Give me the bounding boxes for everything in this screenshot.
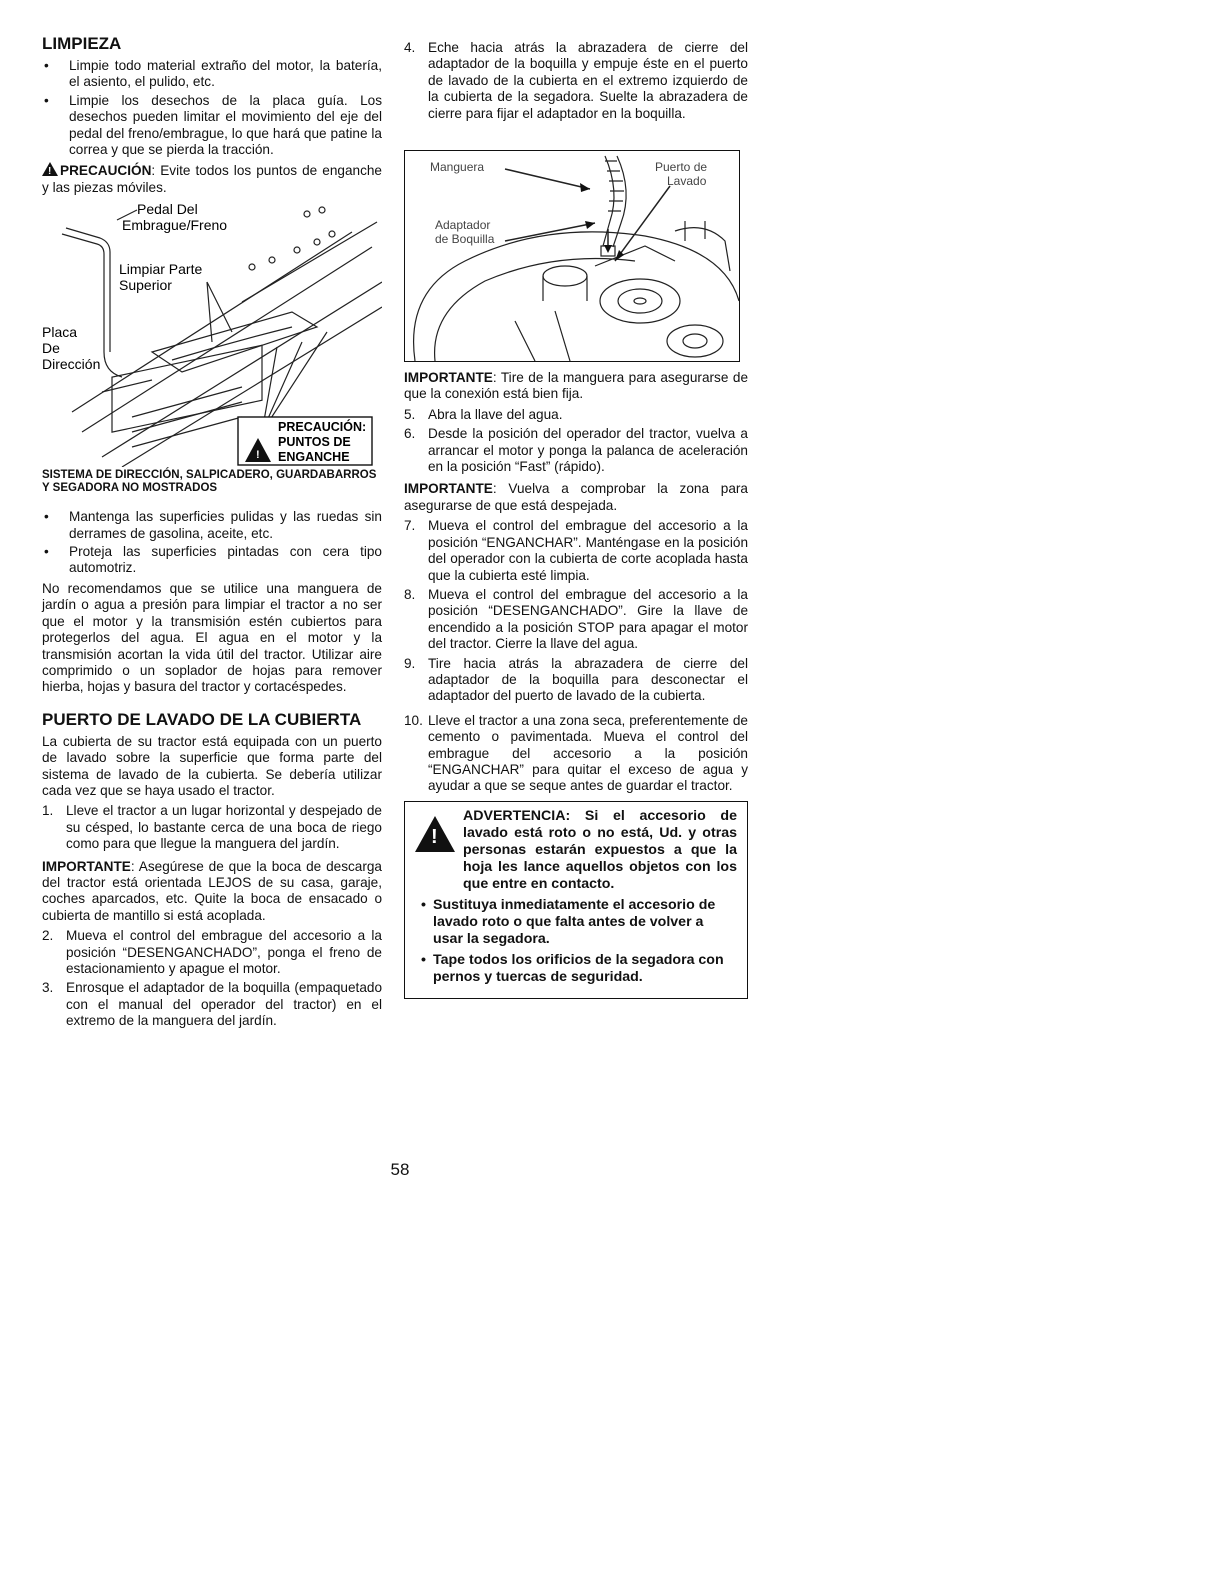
list-item: 7. Mueva el control del embrague del accesorio a la posición “ENGANCHAR”. Manténgase en la posición del operador con la cubierta de corte acoplada hasta que la cubierta esté limpia. <box>404 518 748 583</box>
svg-text:!: ! <box>256 449 260 462</box>
puerto-steps-b <box>42 928 382 1029</box>
pedal-label-1: Pedal Del <box>137 202 198 218</box>
important-text: : Asegúrese de que la boca de descarga del tractor está orientada LEJOS de su casa, garaje, coches aparcados, etc. Quite la boca de ensacado o cubierta de mantillo si está acoplada. <box>42 858 382 923</box>
adaptador-label-1: Adaptador <box>435 218 491 233</box>
steps-5-6 <box>404 407 748 476</box>
step-text: Eche hacia atrás la abrazadera de cierre del adaptador de la boquilla y empuje éste en el puerto de lavado de la cubierta en el extremo izquierdo de la cubierta de la segadora. Suelte la abrazadera de cierre para fijar el adaptador en la boquilla. <box>428 40 748 121</box>
step-text: Abra la llave del agua. <box>428 406 563 422</box>
list-item: 4. Eche hacia atrás la abrazadera de cierre del adaptador de la boquilla y empuje éste en el puerto de lavado de la cubierta en el extremo izquierdo de la cubierta de la segadora. Suelte la abrazadera de cierre para fijar el adaptador en la boquilla. <box>404 40 748 121</box>
advertencia-text: ADVERTENCIA: Si el accesorio de lavado está roto o no está, Ud. y otras personas estarán expuestos a que la hoja les lance aquellos objetos con los que entre en contacto. <box>463 807 737 892</box>
list-item: • Limpie los desechos de la placa guía. Los desechos pueden limitar el movimiento del eje del pedal del freno/embrague, lo que hará que patine la correa y que se pierda la tracción. <box>42 93 382 159</box>
important-label: IMPORTANTE <box>404 481 493 497</box>
list-item: • Sustituya inmediatamente el accesorio de lavado roto o que falta antes de volver a usar la segadora. <box>415 897 737 948</box>
puerto-intro: La cubierta de su tractor está equipada con un puerto de lavado sobre la superficie que forma parte del sistema de lavado de la cubierta. Se debería utilizar cada vez que se haya usado el tractor. <box>42 733 382 798</box>
left-column <box>42 34 382 1036</box>
step-text: Lleve el tractor a una zona seca, preferentemente de cemento o pavimentada. Mueva el control del embrague del accesorio a la posición “ENGANCHAR” para quitar el exceso de agua y ayudar a que se seque antes de guardar el tractor. <box>428 712 748 794</box>
list-item: • Limpie todo material extraño del motor, la batería, el asiento, el pulido, etc. <box>42 58 382 91</box>
advertencia-head <box>415 808 737 893</box>
limpieza-bullets <box>42 58 382 158</box>
steering-plate-figure <box>42 202 382 467</box>
important-text: : Tire de la manguera para asegurarse de que la conexión está bien fija. <box>404 370 748 402</box>
figure-caption: SISTEMA DE DIRECCIÓN, SALPICADERO, GUARDABARROS Y SEGADORA NO MOSTRADOS <box>42 469 377 495</box>
steps-7-10 <box>404 518 748 795</box>
advertencia-box <box>404 801 748 999</box>
list-item: 9. Tire hacia atrás la abrazadera de cierre del adaptador de la boquilla para desconectar el adaptador del puerto de lavado de la cubierta. <box>404 655 748 704</box>
advertencia-bullets <box>415 897 737 986</box>
step-text: Mueva el control del embrague del accesorio a la posición “DESENGANCHADO”, ponga el freno de estacionamiento y apague el motor. <box>66 928 382 976</box>
list-item: 2. Mueva el control del embrague del accesorio a la posición “DESENGANCHADO”, ponga el freno de estacionamiento y apague el motor. <box>42 928 382 976</box>
important-2 <box>404 370 748 403</box>
puerto-label-1: Puerto de <box>655 160 708 175</box>
step-text: Mueva el control del embrague del accesorio a la posición “ENGANCHAR”. Manténgase en la posición del operador con la cubierta de corte acoplada hasta que la cubierta esté limpia. <box>428 518 748 583</box>
caution-box-line-3: ENGANCHE <box>278 450 350 465</box>
step-text: Lleve el tractor a un lugar horizontal y despejado de su césped, lo bastante cerca de una boca de riego como para que llegue la manguera del jardín. <box>66 803 382 852</box>
placa-label-3: Dirección <box>42 356 101 373</box>
caution-box-line-2: PUNTOS DE <box>278 435 351 450</box>
puerto-steps-a <box>42 803 382 852</box>
adaptador-label-2: de Boquilla <box>435 232 495 247</box>
list-item: 3. Enrosque el adaptador de la boquilla (empaquetado con el manual del operador del tractor) en el extremo de la manguera del jardín. <box>42 980 382 1029</box>
right-column <box>404 40 748 999</box>
step-text: Enrosque el adaptador de la boquilla (empaquetado con el manual del operador del tractor) en el extremo de la manguera del jardín. <box>66 980 382 1029</box>
placa-label-2: De <box>42 340 60 357</box>
list-item: • Proteja las superficies pintadas con cera tipo automotriz. <box>42 544 382 577</box>
page-number: 58 <box>390 1160 410 1179</box>
maintain-bullets <box>42 509 382 577</box>
section-title-limpieza: LIMPIEZA <box>42 34 122 53</box>
placa-label-1: Placa <box>42 324 78 341</box>
important-1 <box>42 859 382 925</box>
wash-port-illustration <box>405 151 739 361</box>
caution-box-line-1: PRECAUCIÓN: <box>278 420 367 435</box>
important-label: IMPORTANTE <box>404 370 493 386</box>
wash-port-figure <box>404 150 740 362</box>
caution-paragraph <box>42 162 382 196</box>
important-label: IMPORTANTE <box>42 858 131 874</box>
section-title-puerto: PUERTO DE LAVADO DE LA CUBIERTA <box>42 709 362 729</box>
limpiar-label-2: Superior <box>119 277 172 294</box>
list-item: 1. Lleve el tractor a un lugar horizontal y despejado de su césped, lo bastante cerca de una boca de riego como para que llegue la manguera del jardín. <box>42 803 382 852</box>
list-item: 5. Abra la llave del agua. <box>404 406 563 422</box>
maintain-paragraph: No recomendamos que se utilice una manguera de jardín o agua a presión para limpiar el tractor a no ser que el motor y la transmisión estén cubiertos para protegerlos del agua. El agua en el motor y la transmisión acortan la vida útil del tractor. Utilizar aire comprimido o un soplador de hojas para remover hierba, hojas y basura del tractor y cortacéspedes. <box>42 580 382 695</box>
warning-icon <box>415 816 455 852</box>
puerto-steps-c <box>404 40 748 122</box>
step-text: Tire hacia atrás la abrazadera de cierre del adaptador de la boquilla para desconectar el adaptador del puerto de lavado de la cubierta. <box>428 655 748 704</box>
caution-text: : Evite todos los puntos de enganche y las piezas móviles. <box>42 163 382 195</box>
manguera-label: Manguera <box>430 160 485 175</box>
list-item: 10. Lleve el tractor a una zona seca, preferentemente de cemento o pavimentada. Mueva el control del embrague del accesorio a la posición “ENGANCHAR” para quitar el exceso de agua y ayudar a que se seque antes de guardar el tractor. <box>404 712 748 794</box>
warning-icon <box>42 162 58 176</box>
caution-label: PRECAUCIÓN <box>60 163 152 179</box>
puerto-label-2: Lavado <box>667 174 707 189</box>
important-text: : Vuelva a comprobar la zona para asegurarse de que está despejada. <box>404 481 748 513</box>
list-item: 8. Mueva el control del embrague del accesorio a la posición “DESENGANCHADO”. Gire la llave de encendido a la posición STOP para apagar el motor del tractor. Cierre la llave del agua. <box>404 586 748 652</box>
step-text: Desde la posición del operador del tractor, vuelva a arrancar el motor y ponga la palanca de aceleración en la posición “Fast” (rápido). <box>428 426 748 475</box>
list-item: • Mantenga las superficies pulidas y las ruedas sin derrames de gasolina, aceite, etc. <box>42 509 382 542</box>
important-3 <box>404 481 748 514</box>
list-item: 6. Desde la posición del operador del tractor, vuelva a arrancar el motor y ponga la palanca de aceleración en la posición “Fast” (rápido). <box>404 426 748 475</box>
step-text: Mueva el control del embrague del accesorio a la posición “DESENGANCHADO”. Gire la llave de encendido a la posición STOP para apagar el motor del tractor. Cierre la llave del agua. <box>428 586 748 652</box>
pedal-label-2: Embrague/Freno <box>122 217 228 234</box>
steering-plate-illustration <box>42 202 382 467</box>
limpiar-label-1: Limpiar Parte <box>119 261 203 278</box>
list-item: • Tape todos los orificios de la segadora con pernos y tuercas de seguridad. <box>415 952 737 986</box>
